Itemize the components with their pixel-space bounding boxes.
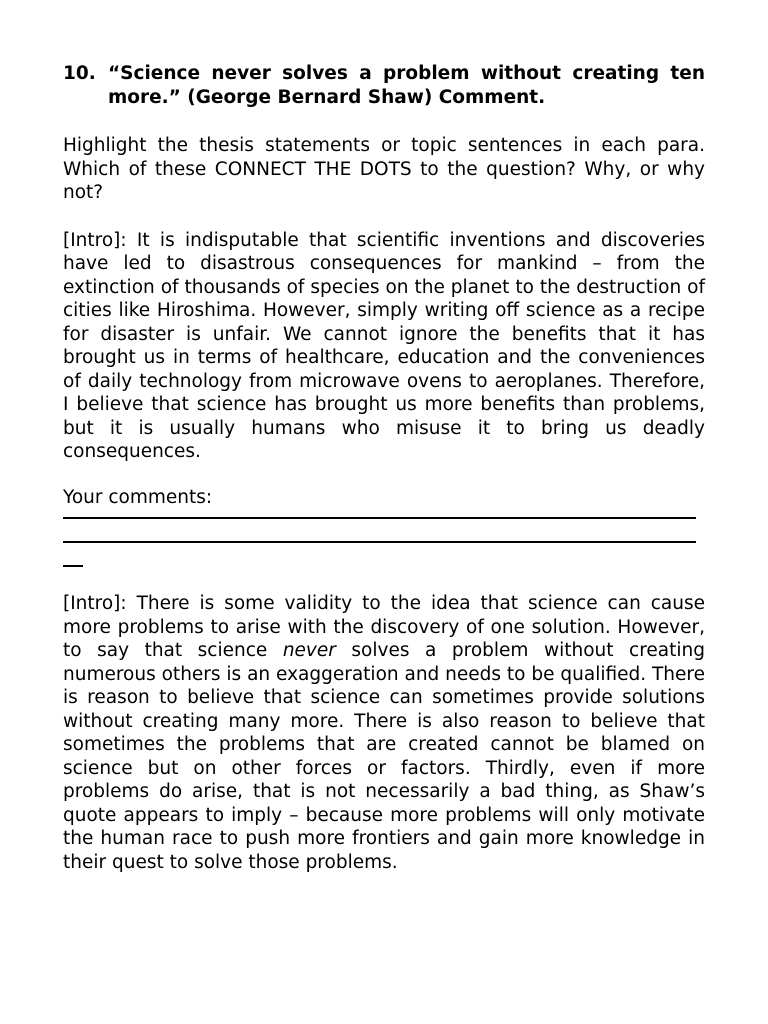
comment-line-stub (63, 565, 83, 567)
intro-paragraph-1: [Intro]: It is indisputable that scientific inventions and discoveries have led to disastrous consequences for mankind – from the extinction of thousands of species on the planet to the destruction of cities like Hiroshima. However, simply writing off science as a recipe for disaster is unfair. We cannot ignore the benefits that it has brought us in terms of healthcare, education and the conveniences of daily technology from microwave ovens to aeroplanes. Therefore, I believe that science has brought us more benefits than problems, but it is usually humans who misuse it to bring us deadly consequences. (63, 229, 705, 462)
question-title: “Science never solves a problem without creating ten more.” (George Bernard Shaw) Comment. (108, 63, 705, 108)
document-page (63, 62, 705, 874)
question-heading (63, 62, 705, 110)
comment-line-2 (63, 541, 696, 543)
intro2-part2: solves a problem without creating numerous others is an exaggeration and needs to be qualified. There is reason to believe that science can sometimes provide solutions without creating many more. There is also reason to believe that sometimes the problems that are created cannot be blamed on science but on other forces or factors. Thirdly, even if more problems do arise, that is not necessarily a bad thing, as Shaw’s quote appears to imply – because more problems will only motivate the human race to push more frontiers and gain more knowledge in their quest to solve those problems. (63, 640, 705, 873)
question-number: 10. (63, 63, 96, 84)
intro2-emphasis: never (282, 640, 336, 661)
intro-paragraph-2 (63, 592, 705, 874)
instructions-paragraph: Highlight the thesis statements or topic sentences in each para. Which of these CONNECT THE DOTS to the question? Why, or why not? (63, 135, 705, 203)
intro2-part1: [Intro]: There is some validity to the idea that science can cause more problems to arise with the discovery of one solution. However, to say that science (63, 593, 705, 661)
comment-line-1 (63, 517, 696, 519)
comments-label: Your comments: (63, 486, 213, 508)
